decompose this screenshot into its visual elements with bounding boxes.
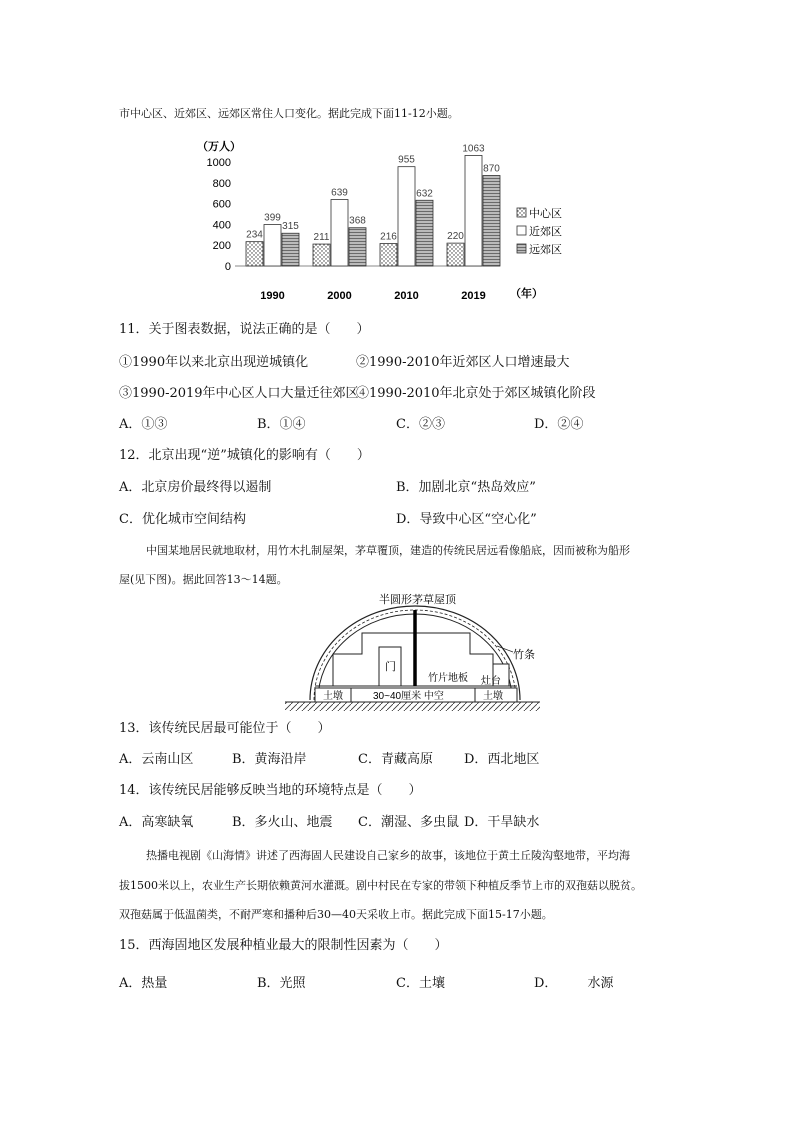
intro-13-14-line1: 中国某地居民就地取材，用竹木扎制屋架，茅草覆顶，建造的传统民居远看像船底，因而被称为船形	[146, 544, 630, 557]
bar-value-label: 234	[246, 229, 263, 241]
q15-option-d-letter: D．	[534, 976, 558, 991]
q12-stem: 12．北京出现“逆”城镇化的影响有（ ）	[119, 448, 370, 463]
legend-label: 近郊区	[529, 226, 562, 238]
bar-value-label: 211	[313, 232, 330, 244]
intro-15-17-line1: 热播电视剧《山海情》讲述了西海固人民建设自己家乡的故事，该地位于黄土丘陵沟壑地带，平均海	[146, 849, 630, 862]
bar	[380, 244, 397, 266]
legend-swatch	[517, 244, 526, 253]
ground-hatch	[285, 702, 540, 711]
q14-option-a[interactable]: A．高寒缺氧	[119, 815, 194, 830]
y-tick-label: 200	[212, 240, 231, 253]
q12-option-c[interactable]: C．优化城市空间结构	[119, 512, 246, 527]
q12-option-d[interactable]: D．导致中心区“空心化”	[396, 512, 537, 527]
q15-stem: 15．西海固地区发展种植业最大的限制性因素为（ ）	[119, 938, 448, 953]
q15-option-d-text: 水源	[587, 976, 614, 991]
y-tick-label: 400	[212, 219, 231, 232]
y-tick-label: 0	[224, 261, 231, 273]
q11-option-b[interactable]: B．①④	[257, 417, 306, 432]
bar	[246, 242, 263, 266]
intro-15-17-line2: 拔1500米以上，农业生产长期依赖黄河水灌溉。剧中村民在专家的带领下种植反季节上市的双孢菇以脱贫。	[119, 879, 642, 892]
bar	[313, 244, 330, 266]
x-tick-label: 1990	[260, 290, 285, 302]
hollow-label: 30~40厘米 中空	[373, 691, 444, 702]
door-label: 门	[385, 661, 396, 673]
q11-statement-4: ④1990-2010年北京处于郊区城镇化阶段	[356, 386, 596, 401]
mound-right-label: 土墩	[483, 691, 503, 702]
q11-statement-1: ①1990年以来北京出现逆城镇化	[119, 355, 309, 370]
q13-stem: 13．该传统民居最可能位于（ ）	[119, 721, 331, 736]
bamboo-label: 竹条	[513, 649, 535, 661]
bar	[398, 167, 415, 266]
bar	[465, 155, 482, 266]
chart-unit-label: （万人）	[197, 141, 241, 153]
population-bar-chart	[195, 136, 562, 306]
mound-left-label: 土墩	[323, 691, 343, 702]
q12-option-a[interactable]: A．北京房价最终得以遏制	[119, 480, 272, 495]
bar-value-label: 870	[483, 163, 500, 175]
bar	[264, 225, 281, 266]
q12-option-b[interactable]: B．加剧北京“热岛效应”	[396, 480, 536, 495]
q13-option-c[interactable]: C．青藏高原	[358, 752, 433, 767]
bar	[416, 200, 433, 266]
q11-option-d[interactable]: D．②④	[534, 417, 584, 432]
q14-option-c[interactable]: C．潮湿、多虫鼠	[358, 815, 459, 830]
bar-value-label: 1063	[462, 143, 485, 155]
roof-label: 半圆形茅草屋顶	[379, 594, 456, 606]
q11-statement-3: ③1990-2019年中心区人口大量迁往郊区	[119, 386, 359, 401]
chart-x-unit: （年）	[510, 288, 543, 300]
bar-value-label: 315	[282, 221, 299, 233]
q11-statement-2: ②1990-2010年近郊区人口增速最大	[356, 355, 570, 370]
q13-option-d[interactable]: D．西北地区	[464, 752, 540, 767]
q15-option-c[interactable]: C．土壤	[396, 976, 445, 991]
bar-value-label: 955	[398, 154, 415, 166]
q15-option-d[interactable]	[534, 976, 613, 992]
y-tick-label: 600	[212, 198, 231, 211]
q15-option-b[interactable]: B．光照	[257, 976, 306, 991]
bar	[349, 228, 366, 266]
q14-option-d[interactable]: D．干旱缺水	[464, 815, 540, 830]
floor-label: 竹片地板	[428, 673, 468, 684]
x-tick-label: 2010	[394, 290, 419, 302]
x-tick-label: 2000	[327, 290, 352, 302]
q11-stem: 11．关于图表数据，说法正确的是（ ）	[119, 322, 370, 337]
q15-option-a[interactable]: A．热量	[119, 976, 168, 991]
intro-15-17-line3: 双孢菇属于低温菌类，不耐严寒和播种后30—40天采收上市。据此完成下面15-17小题。	[119, 908, 553, 921]
intro-11-12: 市中心区、近郊区、远郊区常住人口变化。据此完成下面11-12小题。	[119, 107, 459, 120]
y-tick-label: 1000	[206, 157, 231, 169]
bar	[331, 200, 348, 266]
q13-option-a[interactable]: A．云南山区	[119, 752, 194, 767]
q13-option-b[interactable]: B．黄海沿岸	[232, 752, 307, 767]
bar-value-label: 639	[331, 187, 348, 199]
bar-value-label: 399	[264, 212, 281, 224]
y-tick-label: 800	[212, 177, 231, 190]
bar	[282, 233, 299, 266]
legend-swatch	[517, 208, 526, 217]
legend-label: 远郊区	[529, 244, 562, 256]
x-tick-label: 2019	[461, 290, 486, 302]
q14-option-b[interactable]: B．多火山、地震	[232, 815, 333, 830]
intro-13-14-line2: 屋(见下图)。据此回答13～14题。	[119, 573, 288, 586]
q11-option-a[interactable]: A．①③	[119, 417, 168, 432]
bar-value-label: 368	[349, 215, 366, 227]
legend-label: 中心区	[529, 208, 562, 220]
boat-house-diagram	[285, 590, 545, 715]
stove-label: 灶台	[481, 676, 501, 687]
q14-stem: 14．该传统民居能够反映当地的环境特点是（ ）	[119, 783, 422, 798]
q11-option-c[interactable]: C．②③	[396, 417, 445, 432]
bar-value-label: 216	[380, 231, 397, 243]
legend-swatch	[517, 226, 526, 235]
bar-value-label: 220	[447, 231, 464, 243]
bar-value-label: 632	[416, 188, 433, 200]
bar	[447, 243, 464, 266]
bar	[483, 176, 500, 266]
